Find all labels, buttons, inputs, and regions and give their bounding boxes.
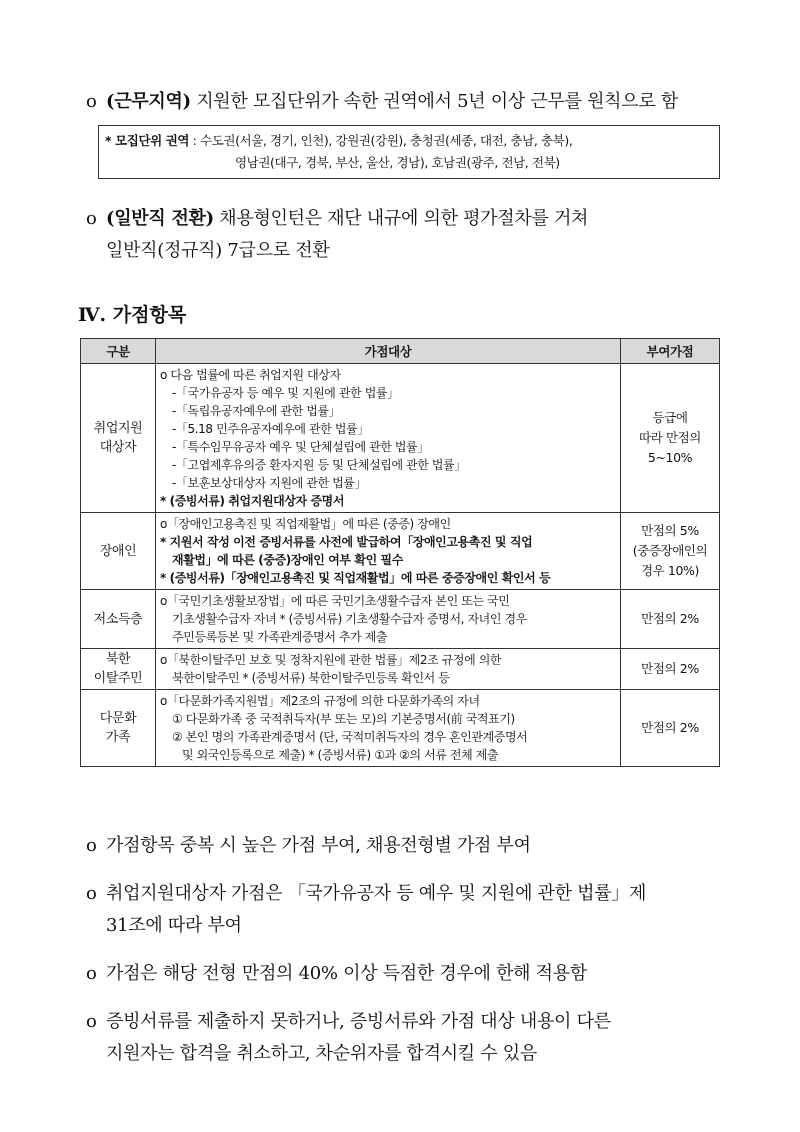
target-line: * (증빙서류) 취업지원대상자 증명서 <box>160 494 345 508</box>
bullet-marker: o <box>86 963 97 984</box>
table-row <box>81 364 720 513</box>
row-target <box>156 364 621 513</box>
bullet-marker: o <box>86 835 97 856</box>
table-header-row <box>81 339 720 364</box>
points-line: 따라 만점의 <box>639 430 701 445</box>
target-line: 주민등록등본 및 가족관계증명서 추가 제출 <box>172 630 388 644</box>
work-region-paragraph <box>86 86 736 118</box>
conversion-label: (일반직 전환) <box>106 208 214 229</box>
category-line: 대상자 <box>99 440 137 455</box>
bonus-points-table <box>80 338 720 767</box>
points-line: 만점의 5% <box>641 523 699 538</box>
points-line: 만점의 2% <box>641 661 699 676</box>
points-line: (중증장애인의 <box>632 543 708 558</box>
category-line: 저소득층 <box>93 611 143 627</box>
note-label: * 모집단위 권역 <box>105 133 190 148</box>
category-line: 취업지원 <box>93 421 143 436</box>
section-title: Ⅳ. 가점항목 <box>78 304 187 326</box>
row-target <box>156 649 621 690</box>
bullet-text: 31조에 따라 부여 <box>106 915 242 936</box>
points-line: 5~10% <box>647 450 693 465</box>
note-bullet <box>86 878 736 942</box>
row-category <box>81 364 156 513</box>
category-line: 가족 <box>105 730 131 745</box>
table-row <box>81 590 720 649</box>
conversion-line-1: 채용형인턴은 재단 내규에 의한 평가절차를 거쳐 <box>213 208 589 229</box>
note-line-2: 영남권(대구, 경북, 부산, 울산, 경남), 호남권(광주, 전남, 전북) <box>235 155 560 170</box>
bullet-marker: o <box>86 208 97 229</box>
table-row <box>81 690 720 767</box>
row-target <box>156 513 621 590</box>
target-line: 재활법」에 따른 (중증)장애인 여부 확인 필수 <box>172 553 403 567</box>
target-line: -「고엽제후유의증 환자지원 등 및 단체설립에 관한 법률」 <box>172 458 466 472</box>
target-line: -「국가유공자 등 예우 및 지원에 관한 법률」 <box>172 386 399 400</box>
header-category: 구분 <box>81 339 156 364</box>
row-target <box>156 690 621 767</box>
bullet-marker: o <box>86 883 97 904</box>
category-line: 이탈주민 <box>93 671 143 686</box>
header-target: 가점대상 <box>156 339 621 364</box>
row-category <box>81 513 156 590</box>
table-row <box>81 513 720 590</box>
bullet-marker: o <box>86 1011 97 1032</box>
category-line: 장애인 <box>99 543 137 559</box>
bullet-text: 지원자는 합격을 취소하고, 차순위자를 합격시킬 수 있음 <box>106 1043 537 1064</box>
row-points <box>621 364 720 513</box>
target-line: * 지원서 작성 이전 증빙서류를 사전에 발급하여「장애인고용촉진 및 직업 <box>160 535 533 549</box>
target-line: * (증빙서류)「장애인고용촉진 및 직업재활법」에 따른 중증장애인 확인서 등 <box>160 571 551 585</box>
note-bullet <box>86 830 736 862</box>
row-points <box>621 649 720 690</box>
points-line: 등급에 <box>652 410 688 425</box>
conversion-line-2: 일반직(정규직) 7급으로 전환 <box>106 240 330 261</box>
row-points <box>621 590 720 649</box>
work-region-text: 지원한 모집단위가 속한 권역에서 5년 이상 근무를 원칙으로 함 <box>190 91 678 112</box>
target-line: ② 본인 명의 가족관계증명서 (단, 국적미취득자의 경우 혼인관계증명서 <box>172 730 528 744</box>
category-line: 북한 <box>105 652 131 667</box>
header-points: 부여가점 <box>621 339 720 364</box>
target-line: o「국민기초생활보장법」에 따른 국민기초생활수급자 본인 또는 국민 <box>160 594 510 608</box>
target-line: o「다문화가족지원법」제2조의 규정에 의한 다문화가족의 자녀 <box>160 694 480 708</box>
target-line: -「보훈보상대상자 지원에 관한 법률」 <box>172 476 367 490</box>
target-line: -「5.18 민주유공자예우에 관한 법률」 <box>172 422 369 436</box>
row-target <box>156 590 621 649</box>
target-line: o 다음 법률에 따른 취업지원 대상자 <box>160 368 341 382</box>
target-line: o「북한이탈주민 보호 및 정착지원에 관한 법률」제2조 규정에 의한 <box>160 653 502 667</box>
bullet-text: 증빙서류를 제출하지 못하거나, 증빙서류와 가점 대상 내용이 다른 <box>106 1011 611 1032</box>
note-bullet <box>86 1006 736 1070</box>
target-line: 북한이탈주민 * (증빙서류) 북한이탈주민등록 확인서 등 <box>172 671 450 685</box>
note-line-1: : 수도권(서울, 경기, 인천), 강원권(강원), 충청권(세종, 대전, 충남, 충북), <box>189 133 573 148</box>
row-category <box>81 690 156 767</box>
target-line: o「장애인고용촉진 및 직업재활법」에 따른 (중증) 장애인 <box>160 517 451 531</box>
points-line: 경우 10%) <box>641 563 699 578</box>
row-points <box>621 690 720 767</box>
target-line: 및 외국인등록으로 제출) * (증빙서류) ①과 ②의 서류 전체 제출 <box>182 748 499 762</box>
row-category <box>81 649 156 690</box>
bullet-text: 취업지원대상자 가점은 「국가유공자 등 예우 및 지원에 관한 법률」제 <box>106 883 647 904</box>
bullet-text: 가점항목 중복 시 높은 가점 부여, 채용전형별 가점 부여 <box>106 835 531 856</box>
row-category <box>81 590 156 649</box>
table-row <box>81 649 720 690</box>
region-note-box <box>98 125 720 179</box>
target-line: -「독립유공자예우에 관한 법률」 <box>172 404 341 418</box>
target-line: 기초생활수급자 자녀 * (증빙서류) 기초생활수급자 증명서, 자녀인 경우 <box>172 612 527 626</box>
points-line: 만점의 2% <box>641 720 699 735</box>
target-line: -「특수임무유공자 예우 및 단체설립에 관한 법률」 <box>172 440 429 454</box>
target-line: ① 다문화가족 중 국적취득자(부 또는 모)의 기본증명서(前 국적표기) <box>172 712 515 726</box>
points-line: 만점의 2% <box>641 611 699 626</box>
conversion-paragraph <box>86 203 736 267</box>
note-bullet <box>86 958 736 990</box>
bullet-text: 가점은 해당 전형 만점의 40% 이상 득점한 경우에 한해 적용함 <box>106 963 587 984</box>
work-region-label: (근무지역) <box>106 91 191 112</box>
bullet-marker: o <box>86 91 97 112</box>
row-points <box>621 513 720 590</box>
category-line: 다문화 <box>99 711 137 726</box>
